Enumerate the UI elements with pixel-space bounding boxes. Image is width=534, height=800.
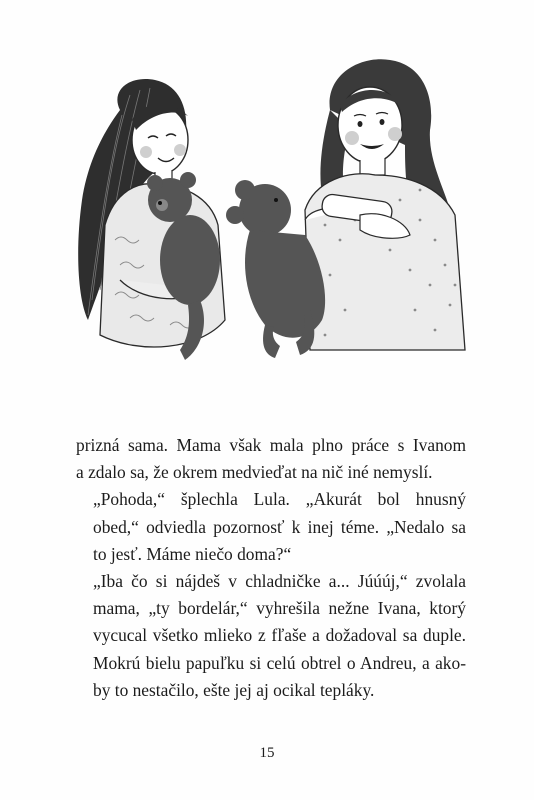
text-line: mama, „ty bordelár,“ vyhrešila nežne Ivana, ktorý [93,598,466,619]
paragraph-3 [76,568,466,704]
right-woman [305,59,465,350]
text-line: to jesť. Máme niečo doma?“ [93,543,292,564]
text-line: a zdalo sa, že okrem medvieďat na nič iné nemyslí. [76,462,433,483]
text-line: obed,“ odviedla pozornosť k inej téme. „Nedalo sa [93,516,466,537]
text-line: by to nestačilo, ešte jej aj ocikal tepláky. [93,679,375,700]
page-number: 15 [259,745,275,761]
body-text [76,432,466,704]
illustration-girls-with-bear-cubs [60,50,480,380]
paragraph-2 [76,486,466,568]
paragraph-1 [76,432,466,486]
text-line: Mokrú bielu papuľku si celú obtrel o Andreu, a ako- [93,652,466,673]
text-line: „Iba čo si nájdeš v chladničke a... Júúúj,“ zvolala [93,571,466,592]
text-line: „Pohoda,“ šplechla Lula. „Akurát bol hnusný [93,489,466,510]
text-line: vycucal všetko mlieko z fľaše a dožadoval sa duple. [93,625,466,646]
text-line: prizná sama. Mama však mala plno práce s Ivanom [76,435,466,455]
left-girl [78,79,225,347]
